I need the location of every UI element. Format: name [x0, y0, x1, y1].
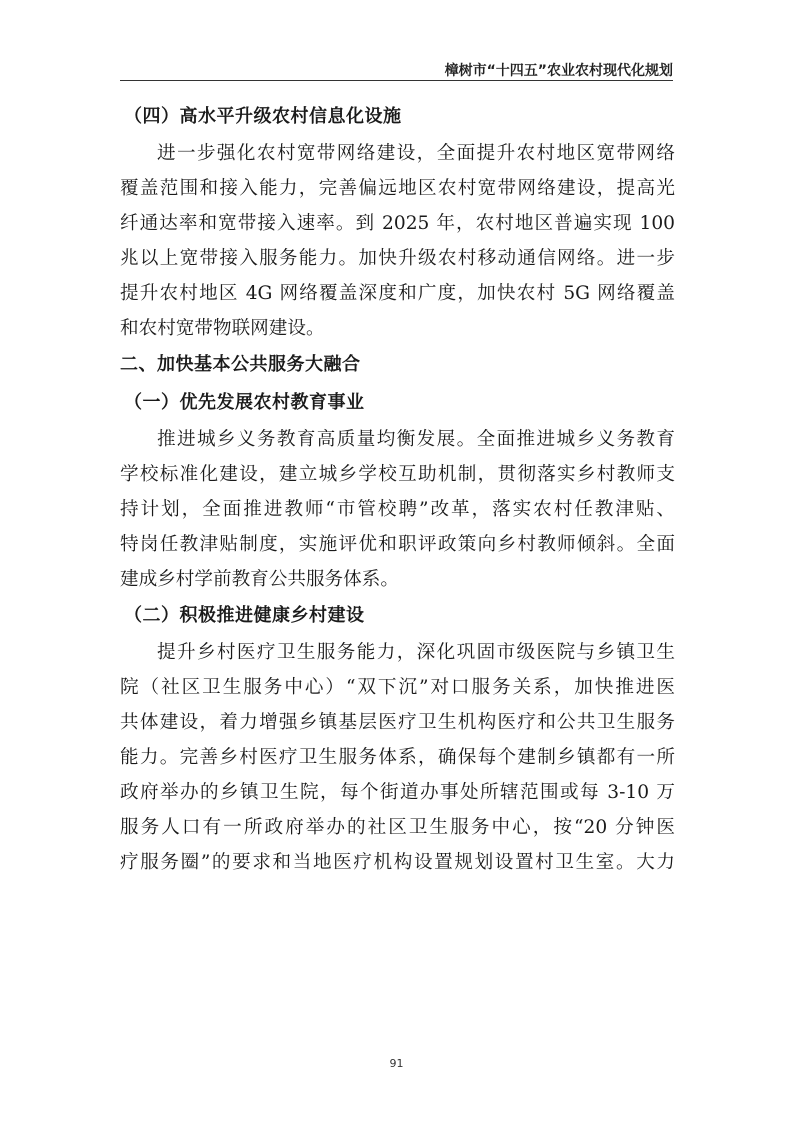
chapter-heading-public-services: 二、加快基本公共服务大融合	[120, 354, 361, 375]
section-heading-education: （一）优先发展农村教育事业	[124, 392, 365, 413]
section-heading-informatization: （四）高水平升级农村信息化设施	[124, 106, 402, 127]
paragraph-health	[120, 635, 675, 880]
text-line: 推进城乡义务教育高质量均衡发展。全面推进城乡义务教育	[157, 429, 675, 450]
header-rule	[120, 80, 673, 81]
text-line: 进一步强化农村宽带网络建设，全面提升农村地区宽带网络	[157, 143, 675, 164]
text-line: 院（社区卫生服务中心）“双下沉”对口服务关系，加快推进医	[120, 677, 675, 698]
text-line: 提升农村地区 4G 网络覆盖深度和广度，加快农村 5G 网络覆盖	[120, 283, 675, 304]
text-line: 疗服务圈”的要求和当地医疗机构设置规划设置村卫生室。大力	[120, 852, 675, 873]
text-line: 政府举办的乡镇卫生院，每个街道办事处所辖范围或每 3-10 万	[120, 782, 675, 803]
paragraph-education	[120, 422, 675, 597]
text-line: 学校标准化建设，建立城乡学校互助机制，贯彻落实乡村教师支	[120, 464, 675, 485]
text-line: 服务人口有一所政府举办的社区卫生服务中心，按“20 分钟医	[120, 817, 675, 838]
section-heading-health: （二）积极推进健康乡村建设	[124, 605, 365, 626]
document-body	[120, 98, 675, 880]
text-line: 持计划，全面推进教师“市管校聘”改革，落实农村任教津贴、	[120, 499, 675, 520]
text-line: 和农村宽带物联网建设。	[120, 318, 325, 339]
text-line: 兆以上宽带接入服务能力。加快升级农村移动通信网络。进一步	[120, 248, 675, 269]
text-line: 覆盖范围和接入能力，完善偏远地区农村宽带网络建设，提高光	[120, 178, 675, 199]
text-line: 共体建设，着力增强乡镇基层医疗卫生机构医疗和公共卫生服务	[120, 712, 675, 733]
text-line: 提升乡村医疗卫生服务能力，深化巩固市级医院与乡镇卫生	[157, 642, 675, 663]
text-line: 纤通达率和宽带接入速率。到 2025 年，农村地区普遍实现 100	[120, 213, 675, 234]
text-line: 能力。完善乡村医疗卫生服务体系，确保每个建制乡镇都有一所	[120, 747, 675, 768]
text-line: 特岗任教津贴制度，实施评优和职评政策向乡村教师倾斜。全面	[120, 534, 675, 555]
page-number: 91	[389, 1057, 404, 1070]
paragraph-informatization	[120, 136, 675, 346]
text-line: 建成乡村学前教育公共服务体系。	[120, 569, 399, 590]
running-header: 樟树市“十四五”农业农村现代化规划	[444, 63, 673, 79]
